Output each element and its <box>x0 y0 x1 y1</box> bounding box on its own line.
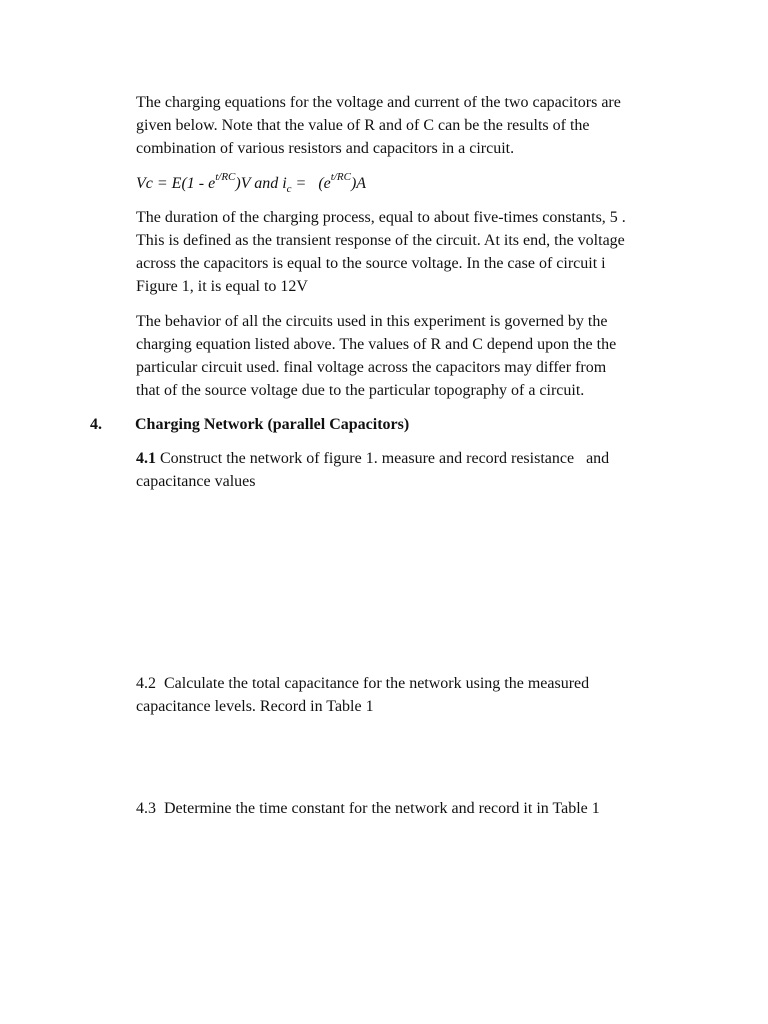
text-line: that of the source voltage due to the particular topography of a circuit. <box>136 382 585 399</box>
step-text: Construct the network of figure 1. measure and record resistance and <box>156 450 610 467</box>
step-4-1 <box>136 447 696 493</box>
text-line: across the capacitors is equal to the source voltage. In the case of circuit i <box>136 255 606 272</box>
text-line: 4.2 Calculate the total capacitance for the network using the measured <box>136 675 590 692</box>
text-line: charging equation listed above. The values of R and C depend upon the the <box>136 336 617 353</box>
text-line: Figure 1, it is equal to 12V <box>136 278 308 295</box>
section-heading <box>90 413 409 436</box>
equation-ic-subscript: c <box>286 183 292 196</box>
text-line: 4.3 Determine the time constant for the network and record it in Table 1 <box>136 800 600 817</box>
step-4-3 <box>136 797 696 820</box>
text-line: capacitance values <box>136 473 256 490</box>
equation-ic-mid: = (e <box>291 175 331 192</box>
equation-vc-exponent: t/RC <box>215 170 236 183</box>
step-4-1-line <box>136 447 696 470</box>
equation-ic-exponent: t/RC <box>330 170 351 183</box>
text-line: This is defined as the transient response of the circuit. At its end, the voltage <box>136 232 625 249</box>
section-number: 4. <box>90 416 102 433</box>
step-label: 4.1 <box>136 450 156 467</box>
step-4-2 <box>136 672 696 718</box>
equation-ic-suffix: )A <box>350 175 367 192</box>
section-title: Charging Network (parallel Capacitors) <box>135 416 410 433</box>
charging-equation <box>136 172 696 195</box>
text-line: The duration of the charging process, equal to about five-times constants, 5 . <box>136 209 626 226</box>
text-line: given below. Note that the value of R and of C can be the results of the <box>136 117 590 134</box>
text-line: capacitance levels. Record in Table 1 <box>136 698 374 715</box>
equation-vc-prefix: Vc = E(1 - e <box>136 175 216 192</box>
text-line: particular circuit used. final voltage across the capacitors may differ from <box>136 359 607 376</box>
intro-paragraph <box>136 91 696 160</box>
equation-vc-suffix: )V and i <box>235 175 287 192</box>
text-line: The behavior of all the circuits used in this experiment is governed by the <box>136 313 608 330</box>
behavior-paragraph <box>136 310 696 402</box>
text-line: The charging equations for the voltage and current of the two capacitors are <box>136 94 621 111</box>
duration-paragraph <box>136 206 696 298</box>
text-line: combination of various resistors and capacitors in a circuit. <box>136 140 515 157</box>
